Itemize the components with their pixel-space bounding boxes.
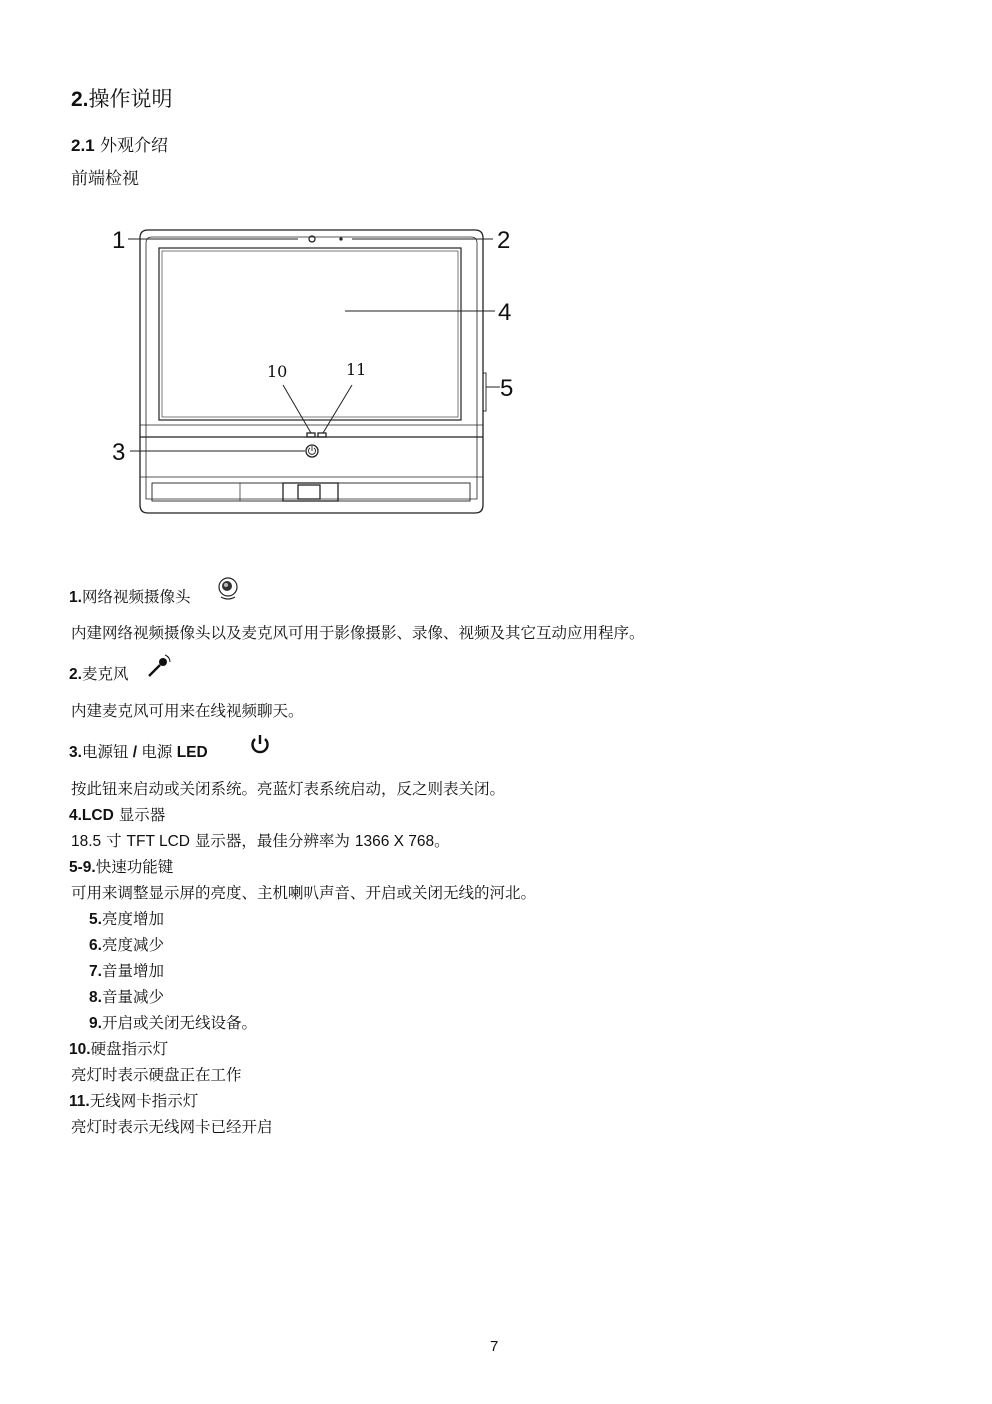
view-label: 前端检视 [71,169,139,189]
monitor-inner-bezel [146,237,477,499]
callout-1: 1 [112,227,126,254]
section-2-title: 2.麦克风 [69,665,129,683]
hdd-indicator [307,433,315,437]
list-item: 7.音量增加 [89,962,164,980]
section-4-desc: 18.5 寸 TFT LCD 显示器，最佳分辨率为 1366 X 768。 [71,832,450,850]
section-10-title: 10.硬盘指示灯 [69,1040,169,1058]
wifi-indicator [318,433,326,437]
section-3-title: 3.电源钮 / 电源 LED [69,743,208,761]
front-view-diagram [100,215,530,525]
screen [159,248,461,420]
power-icon [249,733,271,755]
subheading [71,131,168,156]
webcam-icon [216,576,240,602]
heading-number: 2. [71,88,89,111]
microphone-icon [145,654,171,680]
callout-10: 10 [267,362,288,381]
list-item: 6.亮度减少 [89,936,164,954]
subheading-number: 2.1 [71,136,95,155]
section-4-title: 4.LCD 显示器 [69,806,166,824]
callout-4: 4 [498,299,512,326]
section-5-9-desc: 可用来调整显示屏的亮度、主机喇叭声音、开启或关闭无线的河北。 [71,884,537,902]
subheading-text: 外观介绍 [94,136,169,156]
section-5-9-title: 5-9.快速功能键 [69,858,174,876]
callout-3: 3 [112,439,126,466]
list-item: 9.开启或关闭无线设备。 [89,1014,257,1032]
section-1-title: 1.网络视频摄像头 [69,588,191,606]
list-item: 8.音量减少 [89,988,164,1006]
section-11-desc: 亮灯时表示无线网卡已经开启 [71,1118,273,1136]
section-10-desc: 亮灯时表示硬盘正在工作 [71,1066,242,1084]
section-2-desc: 内建麦克风可用来在线视频聊天。 [71,702,304,720]
page-number: 7 [490,1338,499,1355]
heading-text: 操作说明 [88,87,173,111]
stand-base [152,483,470,501]
callout-5: 5 [500,375,514,402]
section-1-desc: 内建网络视频摄像头以及麦克风可用于影像摄影、录像、视频及其它互动应用程序。 [71,624,645,642]
callout-11: 11 [346,360,367,379]
monitor-frame [140,230,483,513]
list-item: 5.亮度增加 [89,910,164,928]
section-3-desc: 按此钮来启动或关闭系统。亮蓝灯表系统启动，反之则表关闭。 [71,780,506,798]
page-heading [71,83,173,113]
callout-2: 2 [497,227,511,254]
section-11-title: 11.无线网卡指示灯 [69,1092,199,1110]
